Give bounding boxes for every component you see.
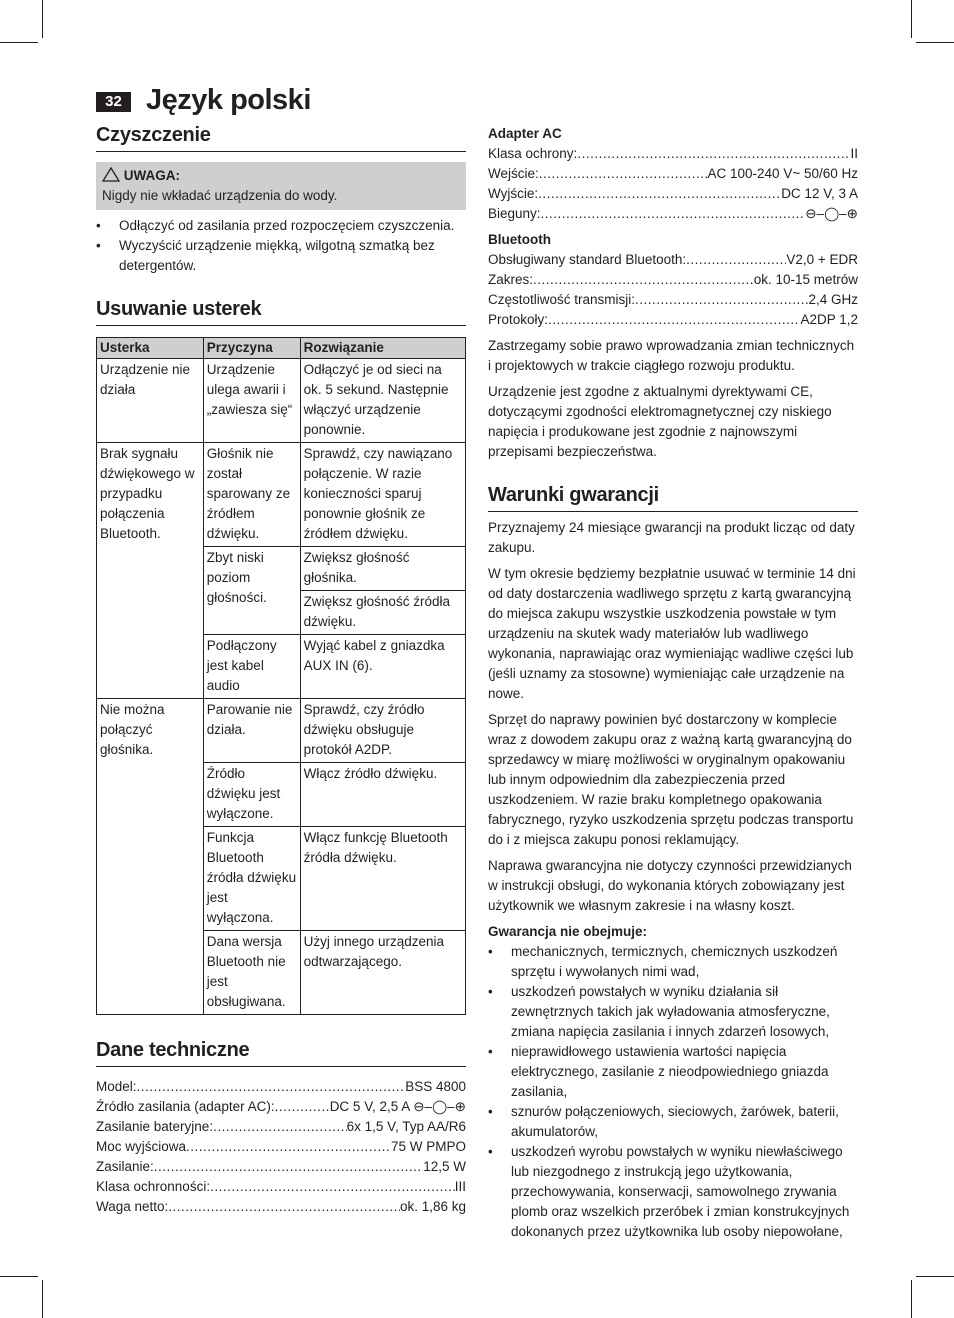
list-item: • sznurów połączeniowych, sieciowych, żarówek, baterii, akumulatorów, <box>488 1102 858 1142</box>
compliance-note: Urządzenie jest zgodne z aktualnymi dyrektywami CE, dotyczącymi zgodności elektromagnetycznej czy niskiego napięcia i produkowane jest zgodnie z najnowszymi przepisami bezpieczeństwa. <box>488 384 832 459</box>
cause-cell: Parowanie nie działa. <box>203 699 300 763</box>
cause-cell: Dana wersja Bluetooth nie jest obsługiwana. <box>203 931 300 1015</box>
spec-row <box>96 1097 466 1117</box>
crop-mark <box>916 1276 954 1277</box>
troubleshooting-heading: Usuwanie usterek <box>96 298 262 320</box>
spec-value: ok. 10-15 metrów <box>753 272 858 287</box>
technical-section <box>96 1039 466 1067</box>
spec-value: DC 5 V, 2,5 A ⊖–◯–⊕ <box>329 1099 466 1114</box>
problem-cell: Urządzenie nie działa <box>97 359 204 443</box>
solution-cell: Włącz funkcję Bluetooth źródła dźwięku. <box>300 827 465 931</box>
crop-mark <box>916 42 954 43</box>
spec-label: Zakres: <box>488 272 534 287</box>
spec-row <box>96 1157 466 1177</box>
table-row <box>97 443 466 547</box>
warning-text: Nigdy nie wkładać urządzenia do wody. <box>102 188 338 203</box>
list-item: • Odłączyć od zasilania przed rozpoczęciem czyszczenia. <box>96 216 466 236</box>
adapter-specs <box>488 144 858 224</box>
spec-row <box>488 204 858 224</box>
spec-row <box>488 184 858 204</box>
cleaning-section <box>96 124 466 152</box>
spec-value: ⊖–◯–⊕ <box>805 206 858 221</box>
spec-label: Wyjście: <box>488 186 539 201</box>
spec-label: Obsługiwany standard Bluetooth: <box>488 252 687 267</box>
solution-cell: Włącz źródło dźwięku. <box>300 763 465 827</box>
problem-cell: Nie można połączyć głośnika. <box>97 699 204 1015</box>
solution-cell: Sprawdź, czy źródło dźwięku obsługuje protokół A2DP. <box>300 699 465 763</box>
spec-value: 75 W PMPO <box>390 1139 466 1154</box>
problem-cell: Brak sygnału dźwiękowego w przypadku połączenia Bluetooth. <box>97 443 204 699</box>
spec-value: BSS 4800 <box>405 1079 466 1094</box>
spec-row <box>488 270 858 290</box>
solution-cell: Sprawdź, czy nawiązano połączenie. W razie konieczności sparuj ponownie głośnik ze źródłem dźwięku. <box>300 443 465 547</box>
solution-cell: Zwiększ głośność głośnika. <box>300 547 465 591</box>
spec-value: III <box>454 1179 466 1194</box>
solution-cell: Wyjąć kabel z gniazdka AUX IN (6). <box>300 635 465 699</box>
crop-mark <box>911 1280 912 1318</box>
cause-cell: Urządzenie ulega awarii i „zawiesza się“ <box>203 359 300 443</box>
right-column <box>488 124 858 1242</box>
cause-cell: Głośnik nie został sparowany ze źródłem dźwięku. <box>203 443 300 547</box>
cause-cell: Podłączony jest kabel audio <box>203 635 300 699</box>
spec-label: Wejście: <box>488 166 539 181</box>
spec-row <box>488 250 858 270</box>
spec-label: Klasa ochronności: <box>96 1179 211 1194</box>
list-item: • mechanicznych, termicznych, chemicznych uszkodzeń sprzętu i wywołanych nimi wad, <box>488 942 858 982</box>
solution-cell: Użyj innego urządzenia odtwarzającego. <box>300 931 465 1015</box>
spec-row <box>488 310 858 330</box>
cleaning-list <box>96 216 466 276</box>
warning-triangle-icon <box>102 167 120 182</box>
bluetooth-heading: Bluetooth <box>488 232 551 247</box>
spec-label: Źródło zasilania (adapter AC): <box>96 1099 275 1114</box>
technical-heading: Dane techniczne <box>96 1039 250 1061</box>
troubleshooting-table <box>96 337 466 1015</box>
warranty-heading: Warunki gwarancji <box>488 484 659 506</box>
solution-cell: Zwiększ głośność źródła dźwięku. <box>300 591 465 635</box>
warranty-paragraph: W tym okresie będziemy bezpłatnie usuwać w terminie 14 dni od daty dostarczenia wadliwego sprzętu z kartą gwarancyjną do miejsca zakupu wszystkie uszkodzenia powstałe w tym urządzeniu na skutek wady materiałów lub wadliwego wykonania, naprawiając oraz wymieniając wadliwe części lub (jeśli uznamy za stosowne) wymieniając całe urządzenie na nowe. <box>488 566 856 701</box>
spec-label: Waga netto: <box>96 1199 169 1214</box>
spec-value: A2DP 1,2 <box>800 312 858 327</box>
exclusions-list <box>488 942 858 1242</box>
crop-mark <box>911 0 912 38</box>
list-item: • uszkodzeń powstałych w wyniku działania sił zewnętrznych takich jak wyładowania atmosferyczne, zmiana napięcia zasilania i innych zdarzeń losowych, <box>488 982 858 1042</box>
spec-value: ok. 1,86 kg <box>399 1199 466 1214</box>
warranty-paragraph: Przyznajemy 24 miesiące gwarancji na produkt licząc od daty zakupu. <box>488 520 855 555</box>
cleaning-heading: Czyszczenie <box>96 124 211 146</box>
spec-label: Bieguny: <box>488 206 541 221</box>
spec-value: DC 12 V, 3 A <box>781 186 858 201</box>
spec-label: Model: <box>96 1079 137 1094</box>
spec-row <box>96 1177 466 1197</box>
spec-label: Zasilanie bateryjne: <box>96 1119 214 1134</box>
warranty-paragraph: Naprawa gwarancyjna nie dotyczy czynności przewidzianych w instrukcji obsługi, do wykonania których zobowiązany jest użytkownik we własnym zakresie i na własny koszt. <box>488 858 852 913</box>
troubleshooting-section <box>96 298 466 326</box>
warning-box <box>96 162 466 210</box>
solution-cell: Odłączyć je od sieci na ok. 5 sekund. Następnie włączyć urządzenie ponownie. <box>300 359 465 443</box>
crop-mark <box>0 1276 38 1277</box>
warranty-paragraph: Sprzęt do naprawy powinien być dostarczony w komplecie wraz z dowodem zakupu oraz z ważną kartą gwarancyjną do sprzedawcy w miarę możliwości w oryginalnym opakowaniu lub innym odpowiednim dla zabezpieczenia przed uszkodzeniem. W razie braku kompletnego opakowania fabrycznego, ryzyko uszkodzenia sprzętu podczas transportu do i z miejsca zakupu ponosi reklamujący. <box>488 712 854 847</box>
cause-cell: Funkcja Bluetooth źródła dźwięku jest wyłączona. <box>203 827 300 931</box>
spec-value: 2,4 GHz <box>808 292 858 307</box>
column-header: Przyczyna <box>203 338 300 359</box>
spec-value: V2,0 + EDR <box>786 252 858 267</box>
spec-label: Klasa ochrony: <box>488 146 578 161</box>
adapter-heading: Adapter AC <box>488 126 562 141</box>
table-header-row <box>97 338 466 359</box>
spec-row <box>488 290 858 310</box>
list-item: • nieprawidłowego ustawienia wartości napięcia elektrycznego, zasilanie z nieodpowiedniego gniazda zasilania, <box>488 1042 858 1102</box>
cause-cell: Zbyt niski poziom głośności. <box>203 547 300 635</box>
crop-mark <box>0 42 38 43</box>
column-header: Usterka <box>97 338 204 359</box>
warranty-section <box>488 484 858 512</box>
changes-note: Zastrzegamy sobie prawo wprowadzania zmian technicznych i projektowych w trakcie ciągłego rozwoju produktu. <box>488 338 855 373</box>
spec-value: 12,5 W <box>423 1159 466 1174</box>
list-item: • uszkodzeń wyrobu powstałych w wyniku niewłaściwego lub niezgodnego z instrukcją jego użytkowania, przechowywania, konserwacji, samowolnego zrywania plomb oraz wszelkich przeróbek i zmian konstrukcyjnych dokonanych przez użytkownika lub osoby niepowołane, <box>488 1142 858 1242</box>
spec-row <box>96 1197 466 1217</box>
table-row <box>97 699 466 763</box>
spec-label: Moc wyjściowa <box>96 1139 187 1154</box>
warning-title: UWAGA: <box>123 168 181 183</box>
exclusions-title: Gwarancja nie obejmuje: <box>488 924 648 939</box>
left-column <box>96 124 466 1217</box>
spec-row <box>488 144 858 164</box>
page-title: Język polski <box>146 84 311 116</box>
spec-row <box>96 1137 466 1157</box>
spec-row <box>488 164 858 184</box>
spec-value: II <box>850 146 858 161</box>
bluetooth-specs <box>488 250 858 330</box>
spec-label: Zasilanie: <box>96 1159 154 1174</box>
column-header: Rozwiązanie <box>300 338 465 359</box>
cause-cell: Źródło dźwięku jest wyłączone. <box>203 763 300 827</box>
spec-value: 6x 1,5 V, Typ AA/R6 <box>346 1119 466 1134</box>
spec-row <box>96 1117 466 1137</box>
spec-label: Częstotliwość transmisji: <box>488 292 636 307</box>
list-item: • Wyczyścić urządzenie miękką, wilgotną szmatką bez detergentów. <box>96 236 466 276</box>
spec-label: Protokoły: <box>488 312 549 327</box>
spec-value: AC 100-240 V~ 50/60 Hz <box>707 166 858 181</box>
spec-row <box>96 1077 466 1097</box>
page-number: 32 <box>96 92 131 112</box>
table-row <box>97 359 466 443</box>
crop-mark <box>42 1280 43 1318</box>
technical-specs <box>96 1077 466 1217</box>
crop-mark <box>42 0 43 38</box>
